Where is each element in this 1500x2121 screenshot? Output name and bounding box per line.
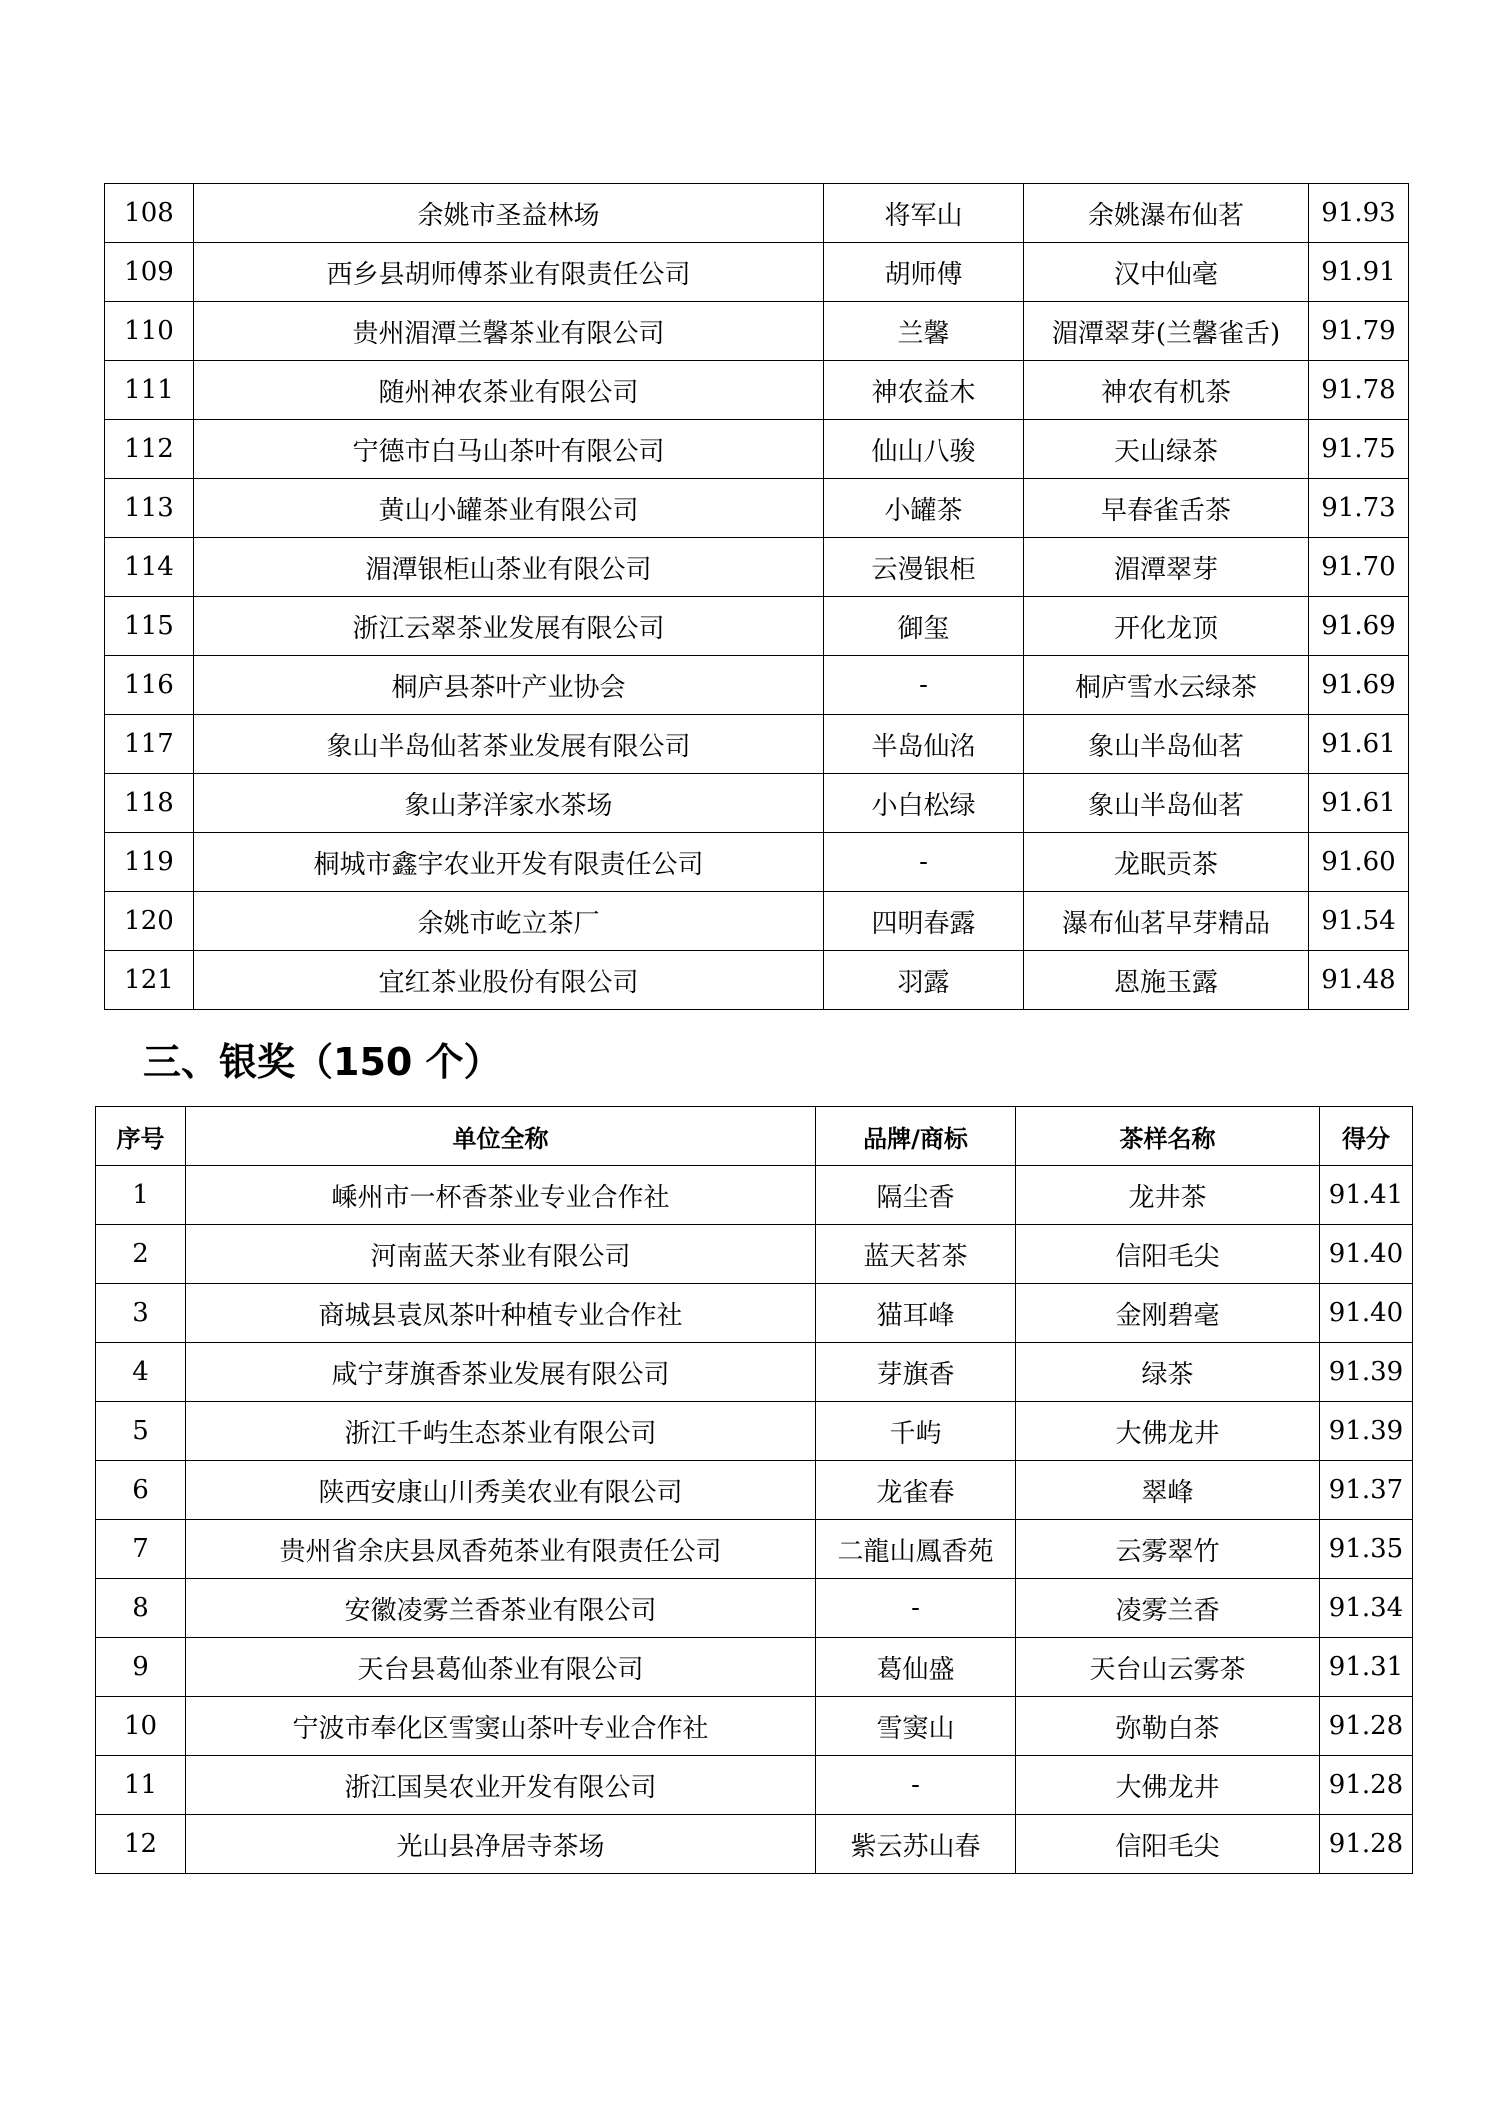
cell-score: 91.31	[1320, 1638, 1413, 1697]
cell-unit-name: 光山县净居寺茶场	[186, 1815, 816, 1874]
table-row	[105, 420, 1409, 479]
header-serial-number: 序号	[96, 1107, 186, 1166]
cell-serial-number: 2	[96, 1225, 186, 1284]
cell-score: 91.39	[1320, 1402, 1413, 1461]
cell-brand: 千屿	[816, 1402, 1016, 1461]
cell-brand: 兰馨	[824, 302, 1024, 361]
cell-score: 91.40	[1320, 1284, 1413, 1343]
cell-sample-name: 早春雀舌茶	[1024, 479, 1309, 538]
table-row	[96, 1166, 1413, 1225]
cell-sample-name: 弥勒白茶	[1016, 1697, 1320, 1756]
cell-sample-name: 凌雾兰香	[1016, 1579, 1320, 1638]
cell-score: 91.60	[1309, 833, 1409, 892]
header-brand: 品牌/商标	[816, 1107, 1016, 1166]
cell-brand: 御玺	[824, 597, 1024, 656]
table-row	[96, 1815, 1413, 1874]
header-score: 得分	[1320, 1107, 1413, 1166]
cell-sample-name: 象山半岛仙茗	[1024, 774, 1309, 833]
cell-unit-name: 西乡县胡师傅茶业有限责任公司	[194, 243, 824, 302]
silver-table-body	[96, 1166, 1413, 1874]
cell-brand: 蓝天茗茶	[816, 1225, 1016, 1284]
cell-serial-number: 119	[105, 833, 194, 892]
cell-sample-name: 湄潭翠芽(兰馨雀舌)	[1024, 302, 1309, 361]
silver-award-table	[95, 1106, 1413, 1874]
cell-serial-number: 120	[105, 892, 194, 951]
silver-award-heading: 三、银奖（150 个）	[143, 1040, 502, 1084]
cell-score: 91.78	[1309, 361, 1409, 420]
cell-score: 91.70	[1309, 538, 1409, 597]
cell-brand: 二龍山鳳香苑	[816, 1520, 1016, 1579]
cell-sample-name: 大佛龙井	[1016, 1402, 1320, 1461]
cell-serial-number: 11	[96, 1756, 186, 1815]
cell-brand: 半岛仙洺	[824, 715, 1024, 774]
cell-sample-name: 龙井茶	[1016, 1166, 1320, 1225]
cell-serial-number: 111	[105, 361, 194, 420]
cell-serial-number: 9	[96, 1638, 186, 1697]
table-row	[105, 243, 1409, 302]
table-row	[96, 1579, 1413, 1638]
cell-unit-name: 象山半岛仙茗茶业发展有限公司	[194, 715, 824, 774]
cell-score: 91.79	[1309, 302, 1409, 361]
cell-sample-name: 金刚碧毫	[1016, 1284, 1320, 1343]
cell-serial-number: 7	[96, 1520, 186, 1579]
cell-brand: 雪窦山	[816, 1697, 1016, 1756]
cell-unit-name: 贵州省余庆县凤香苑茶业有限责任公司	[186, 1520, 816, 1579]
cell-serial-number: 121	[105, 951, 194, 1010]
cell-serial-number: 110	[105, 302, 194, 361]
cell-brand: 龙雀春	[816, 1461, 1016, 1520]
cell-sample-name: 翠峰	[1016, 1461, 1320, 1520]
cell-brand: 猫耳峰	[816, 1284, 1016, 1343]
cell-serial-number: 108	[105, 184, 194, 243]
cell-unit-name: 宜红茶业股份有限公司	[194, 951, 824, 1010]
cell-serial-number: 114	[105, 538, 194, 597]
table-row	[105, 361, 1409, 420]
cell-score: 91.40	[1320, 1225, 1413, 1284]
table-row	[96, 1756, 1413, 1815]
cell-unit-name: 余姚市圣益林场	[194, 184, 824, 243]
cell-score: 91.91	[1309, 243, 1409, 302]
cell-unit-name: 天台县葛仙茶业有限公司	[186, 1638, 816, 1697]
table-row	[105, 538, 1409, 597]
table-row	[96, 1461, 1413, 1520]
table-row	[96, 1225, 1413, 1284]
cell-score: 91.69	[1309, 597, 1409, 656]
cell-unit-name: 商城县袁凤茶叶种植专业合作社	[186, 1284, 816, 1343]
table-row	[105, 833, 1409, 892]
header-row	[96, 1107, 1413, 1166]
cell-serial-number: 5	[96, 1402, 186, 1461]
cell-unit-name: 咸宁芽旗香茶业发展有限公司	[186, 1343, 816, 1402]
header-unit-name: 单位全称	[186, 1107, 816, 1166]
table-row	[96, 1520, 1413, 1579]
cell-unit-name: 浙江千屿生态茶业有限公司	[186, 1402, 816, 1461]
cell-sample-name: 天台山云雾茶	[1016, 1638, 1320, 1697]
cell-sample-name: 桐庐雪水云绿茶	[1024, 656, 1309, 715]
table-row	[105, 656, 1409, 715]
table-row	[105, 715, 1409, 774]
silver-table-header	[96, 1107, 1413, 1166]
table-row	[96, 1638, 1413, 1697]
cell-sample-name: 云雾翠竹	[1016, 1520, 1320, 1579]
cell-unit-name: 安徽凌雾兰香茶业有限公司	[186, 1579, 816, 1638]
cell-unit-name: 宁德市白马山茶叶有限公司	[194, 420, 824, 479]
cell-unit-name: 陕西安康山川秀美农业有限公司	[186, 1461, 816, 1520]
table-row	[105, 302, 1409, 361]
cell-serial-number: 6	[96, 1461, 186, 1520]
table-row	[96, 1284, 1413, 1343]
cell-score: 91.73	[1309, 479, 1409, 538]
cell-unit-name: 黄山小罐茶业有限公司	[194, 479, 824, 538]
cell-serial-number: 12	[96, 1815, 186, 1874]
cell-score: 91.61	[1309, 715, 1409, 774]
cell-serial-number: 109	[105, 243, 194, 302]
cell-serial-number: 115	[105, 597, 194, 656]
cell-brand: 紫云苏山春	[816, 1815, 1016, 1874]
cell-serial-number: 113	[105, 479, 194, 538]
cell-score: 91.39	[1320, 1343, 1413, 1402]
cell-serial-number: 116	[105, 656, 194, 715]
gold-table-body	[105, 184, 1409, 1010]
table-row	[105, 479, 1409, 538]
cell-sample-name: 恩施玉露	[1024, 951, 1309, 1010]
gold-award-table-continued	[104, 183, 1409, 1010]
cell-score: 91.37	[1320, 1461, 1413, 1520]
cell-score: 91.69	[1309, 656, 1409, 715]
cell-serial-number: 117	[105, 715, 194, 774]
table-row	[105, 774, 1409, 833]
cell-sample-name: 象山半岛仙茗	[1024, 715, 1309, 774]
table-row	[105, 184, 1409, 243]
cell-serial-number: 10	[96, 1697, 186, 1756]
cell-brand: 胡师傅	[824, 243, 1024, 302]
cell-score: 91.34	[1320, 1579, 1413, 1638]
cell-sample-name: 汉中仙毫	[1024, 243, 1309, 302]
cell-unit-name: 湄潭银柜山茶业有限公司	[194, 538, 824, 597]
cell-score: 91.28	[1320, 1815, 1413, 1874]
cell-brand: -	[816, 1756, 1016, 1815]
cell-unit-name: 浙江云翠茶业发展有限公司	[194, 597, 824, 656]
cell-unit-name: 桐庐县茶叶产业协会	[194, 656, 824, 715]
cell-unit-name: 余姚市屹立茶厂	[194, 892, 824, 951]
cell-serial-number: 4	[96, 1343, 186, 1402]
table-row	[105, 951, 1409, 1010]
cell-brand: 神农益木	[824, 361, 1024, 420]
cell-sample-name: 信阳毛尖	[1016, 1225, 1320, 1284]
cell-sample-name: 绿茶	[1016, 1343, 1320, 1402]
header-sample-name: 茶样名称	[1016, 1107, 1320, 1166]
cell-score: 91.28	[1320, 1697, 1413, 1756]
cell-unit-name: 浙江国昊农业开发有限公司	[186, 1756, 816, 1815]
cell-brand: -	[824, 833, 1024, 892]
table-row	[105, 597, 1409, 656]
table-row	[96, 1402, 1413, 1461]
cell-unit-name: 嵊州市一杯香茶业专业合作社	[186, 1166, 816, 1225]
cell-sample-name: 信阳毛尖	[1016, 1815, 1320, 1874]
cell-sample-name: 大佛龙井	[1016, 1756, 1320, 1815]
cell-sample-name: 瀑布仙茗早芽精品	[1024, 892, 1309, 951]
cell-sample-name: 神农有机茶	[1024, 361, 1309, 420]
cell-brand: 芽旗香	[816, 1343, 1016, 1402]
cell-score: 91.28	[1320, 1756, 1413, 1815]
cell-score: 91.35	[1320, 1520, 1413, 1579]
cell-serial-number: 3	[96, 1284, 186, 1343]
cell-score: 91.75	[1309, 420, 1409, 479]
cell-serial-number: 118	[105, 774, 194, 833]
cell-score: 91.54	[1309, 892, 1409, 951]
cell-unit-name: 贵州湄潭兰馨茶业有限公司	[194, 302, 824, 361]
table-row	[105, 892, 1409, 951]
cell-brand: 四明春露	[824, 892, 1024, 951]
cell-unit-name: 宁波市奉化区雪窦山茶叶专业合作社	[186, 1697, 816, 1756]
cell-score: 91.41	[1320, 1166, 1413, 1225]
cell-brand: -	[824, 656, 1024, 715]
cell-sample-name: 开化龙顶	[1024, 597, 1309, 656]
cell-serial-number: 112	[105, 420, 194, 479]
cell-sample-name: 湄潭翠芽	[1024, 538, 1309, 597]
cell-brand: 云漫银柜	[824, 538, 1024, 597]
cell-brand: 小罐茶	[824, 479, 1024, 538]
table-row	[96, 1697, 1413, 1756]
cell-score: 91.61	[1309, 774, 1409, 833]
cell-unit-name: 桐城市鑫宇农业开发有限责任公司	[194, 833, 824, 892]
table-row	[96, 1343, 1413, 1402]
cell-serial-number: 8	[96, 1579, 186, 1638]
cell-score: 91.48	[1309, 951, 1409, 1010]
cell-sample-name: 龙眠贡茶	[1024, 833, 1309, 892]
cell-brand: 羽露	[824, 951, 1024, 1010]
cell-brand: 隔尘香	[816, 1166, 1016, 1225]
cell-score: 91.93	[1309, 184, 1409, 243]
cell-unit-name: 象山茅洋家水茶场	[194, 774, 824, 833]
cell-sample-name: 余姚瀑布仙茗	[1024, 184, 1309, 243]
cell-sample-name: 天山绿茶	[1024, 420, 1309, 479]
cell-unit-name: 随州神农茶业有限公司	[194, 361, 824, 420]
cell-brand: -	[816, 1579, 1016, 1638]
cell-unit-name: 河南蓝天茶业有限公司	[186, 1225, 816, 1284]
cell-serial-number: 1	[96, 1166, 186, 1225]
cell-brand: 小白松绿	[824, 774, 1024, 833]
cell-brand: 将军山	[824, 184, 1024, 243]
cell-brand: 葛仙盛	[816, 1638, 1016, 1697]
cell-brand: 仙山八骏	[824, 420, 1024, 479]
